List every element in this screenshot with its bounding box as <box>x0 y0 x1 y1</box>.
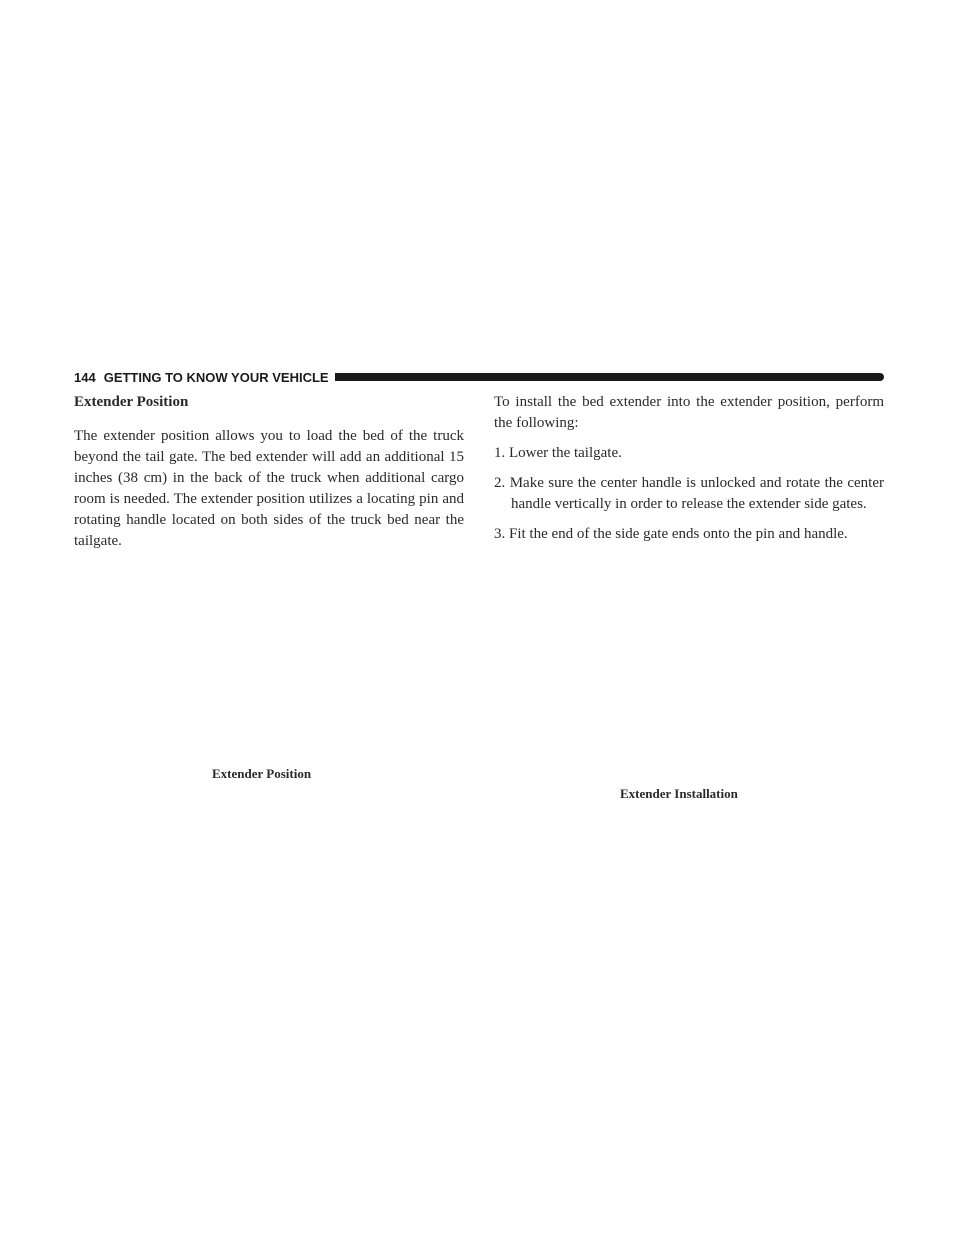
right-column <box>494 392 884 554</box>
intro-paragraph: To install the bed extender into the extender position, perform the following: <box>494 394 884 431</box>
left-column <box>74 392 464 552</box>
list-item: 2. Make sure the center handle is unlocked and rotate the center handle vertically in order to release the extender side gates. <box>494 475 884 512</box>
header-rule <box>335 373 884 381</box>
body-paragraph: The extender position allows you to load the bed of the truck beyond the tail gate. The bed extender will add an additional 15 inches (38 cm) in the back of the truck when additional cargo room is needed. The extender position utilizes a locating pin and rotating handle located on both sides of the truck bed near the tailgate. <box>74 428 464 549</box>
list-item: 3. Fit the end of the side gate ends onto the pin and handle. <box>494 526 848 542</box>
page-number: 144 <box>74 369 96 385</box>
section-title: GETTING TO KNOW YOUR VEHICLE <box>103 369 329 385</box>
steps-list <box>494 443 884 545</box>
section-heading: Extender Position <box>74 394 189 410</box>
figure-caption-extender-installation: Extender Installation <box>620 786 738 801</box>
page-header <box>74 370 884 384</box>
list-item: 1. Lower the tailgate. <box>494 445 622 461</box>
figure-caption-extender-position: Extender Position <box>212 766 312 781</box>
